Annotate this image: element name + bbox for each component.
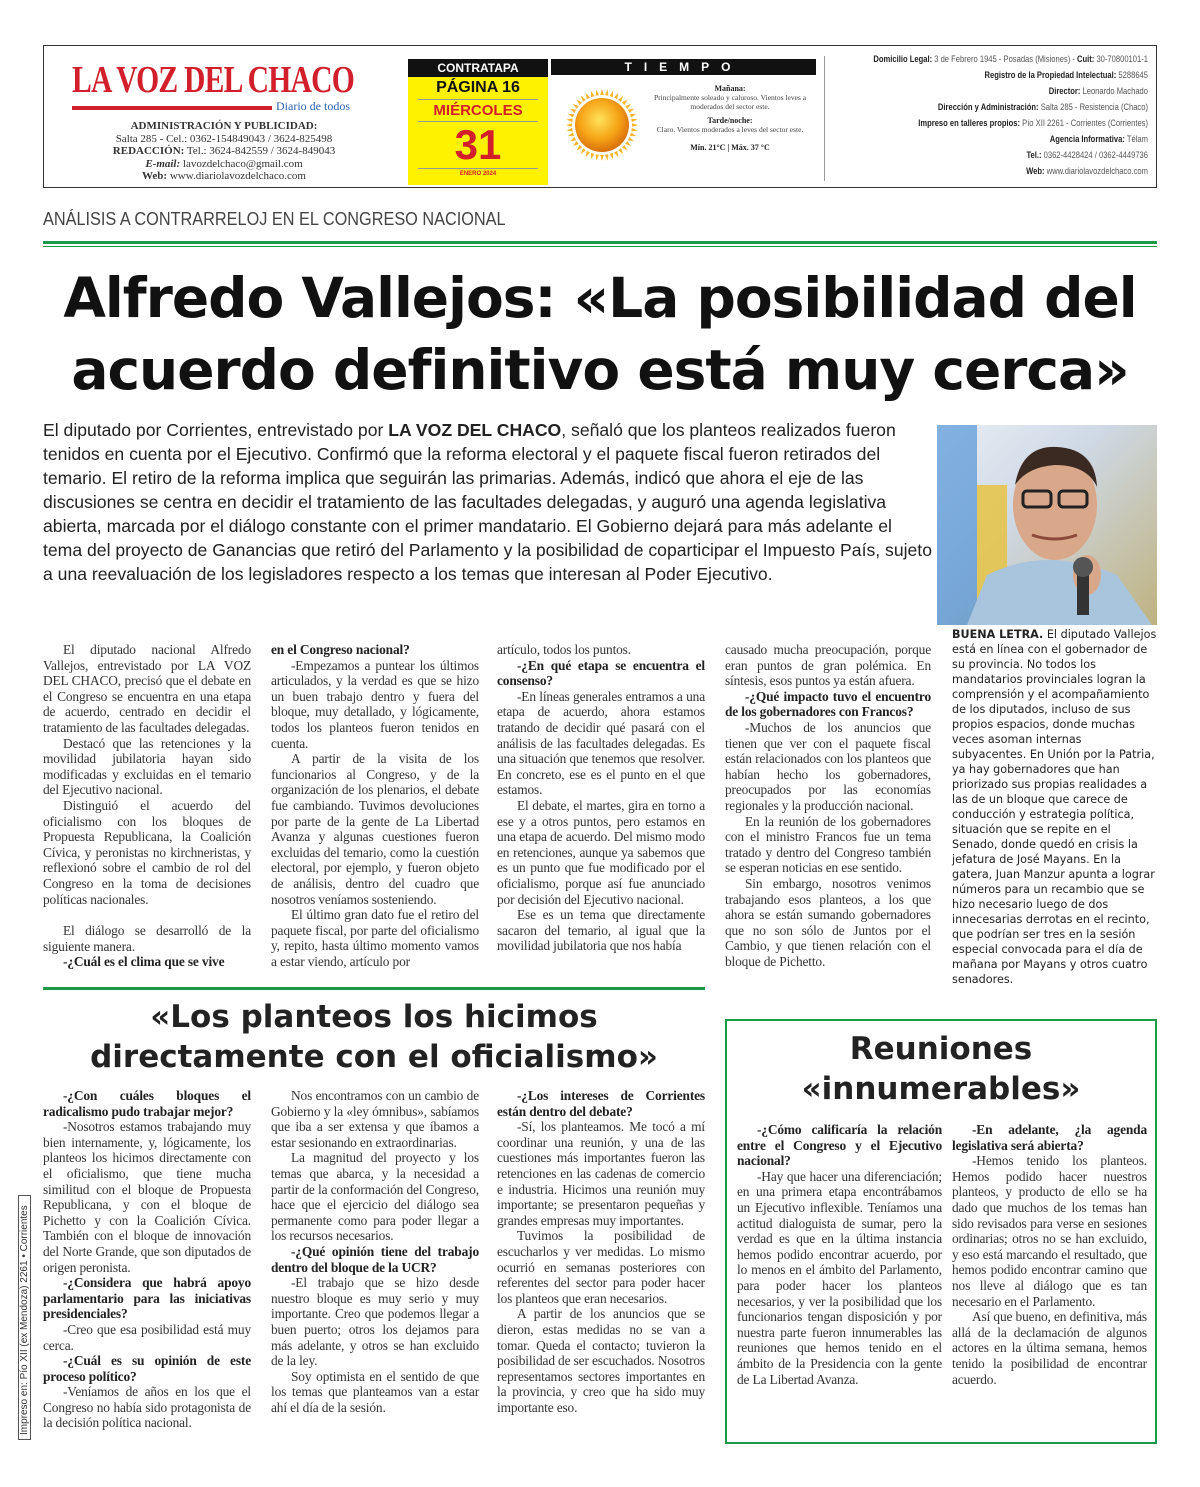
- paragraph: -Sí, los planteamos. Me tocó a mí coordinar una reunión, y una de las cuestiones más importantes fueron las retenciones en las cadenas de comercio e industria. Hicimos una reunión muy importante; se presentaron pequeñas y grandes empresas muy importantes.: [497, 1119, 705, 1228]
- sun-ray: [618, 96, 623, 102]
- legal-line: [820, 132, 1148, 148]
- legal-info: [820, 52, 1148, 180]
- sun-ray: [605, 154, 609, 160]
- month-year: ENERO 2024: [418, 168, 538, 177]
- interview-question: -¿Con cuáles bloques el radicalismo pudo trabajar mejor?: [43, 1088, 251, 1119]
- sun-ray: [566, 123, 572, 127]
- legal-value: Leonardo Machado: [1082, 86, 1148, 97]
- legal-value: Pío XII 2261 - Corrientes (Corrientes): [1022, 118, 1148, 129]
- lead-paragraph: [43, 418, 933, 586]
- sun-ray: [614, 93, 618, 99]
- headline-line-1: Alfredo Vallejos: «La posibilidad del: [63, 266, 1137, 330]
- sun-ray: [628, 137, 634, 141]
- sun-ray: [605, 89, 609, 95]
- box-heading: Reuniones «innumerables»: [801, 1031, 1081, 1107]
- legal-label: Impreso en talleres propios:: [918, 118, 1021, 129]
- paragraph: Destacó que las retenciones y la movilidad jubilatoria hayan sido modificadas y excluidas en el temario del Ejecutivo nacional.: [43, 735, 251, 798]
- legal-line: [820, 52, 1148, 68]
- paragraph: El debate, el martes, gira en torno a ese y a otros puntos, pero estamos en una etapa de acuerdo. Del mismo modo en retenciones, aunque ya sabemos que es un punto que fue modificado por el oficialismo, porque así fue anunciado por decisión del Ejecutivo nacional.: [497, 797, 705, 907]
- paragraph: Nos encontramos con un cambio de Gobierno y la «ley ómnibus», sabíamos que iba a ser extensa y que íbamos a estar sesionando en extraordinarias.: [271, 1088, 479, 1150]
- weather-forecast: [651, 79, 809, 152]
- paragraph: El diputado nacional Alfredo Vallejos, entrevistado por LA VOZ DEL CHACO, precisó que el debate en el Congreso se encuentra en una etapa de acuerdo, centrado en decidir el tratamiento de las facultades delegadas.: [43, 642, 251, 735]
- paragraph: Ese es un tema que directamente sacaron del temario, al igual que la movilidad jubilatoria que nos había: [497, 907, 705, 954]
- logo: LA VOZ DEL CHACO: [72, 59, 355, 101]
- web-value: www.diariolavozdelchaco.com: [169, 170, 306, 182]
- article-column: [497, 642, 705, 954]
- legal-value: www.diariolavozdelchaco.com: [1046, 166, 1148, 177]
- legal-label: Tel.:: [1026, 150, 1042, 161]
- morning-text: Principalmente soleado y caluroso. Vientos leves a moderados del sector este.: [653, 93, 807, 111]
- legal-value: Télam: [1126, 134, 1148, 145]
- photo-caption: [952, 627, 1157, 987]
- interview-question: -¿Considera que habrá apoyo parlamentario para las iniciativas presidenciales?: [43, 1275, 251, 1322]
- legal-value: 0362-4428424 / 0362-4449736: [1043, 150, 1148, 161]
- sun-ray: [581, 96, 586, 102]
- interview-question: -¿Cuál es su opinión de este proceso político?: [43, 1353, 251, 1384]
- subheading: «Los planteos los hicimos directamente con el oficialismo»: [90, 999, 658, 1075]
- legal-label: Agencia Informativa:: [1049, 134, 1125, 145]
- legal-value: Salta 285 - Resistencia (Chaco): [1040, 102, 1148, 113]
- sun-ray: [591, 153, 595, 159]
- sun-ray: [570, 109, 576, 113]
- paragraph: -El trabajo que se hizo desde nuestro bloque es muy serio y muy importante. Creo que podemos llegar a buen puerto; otros los dejamos para más adelante, y otros se han excluido de la ley.: [271, 1275, 479, 1369]
- evening-text: Claro. Vientos moderados a leves del sector este.: [656, 125, 804, 134]
- sidebar-box: [725, 1019, 1157, 1444]
- paragraph: artículo, todos los puntos.: [497, 642, 631, 657]
- legal-line: [820, 116, 1148, 132]
- legal-value: 30-70800101-1: [1096, 54, 1148, 65]
- legal-line: [820, 84, 1148, 100]
- page-date-box: [408, 59, 548, 185]
- sun-ray: [566, 128, 572, 132]
- caption-title: BUENA LETRA.: [952, 628, 1044, 641]
- weekday: MIÉRCOLES: [418, 100, 538, 122]
- article-column: [737, 1122, 942, 1387]
- sun-ray: [568, 114, 574, 118]
- sun-ray: [625, 104, 631, 109]
- sun-ray: [573, 141, 579, 146]
- sun-ray: [600, 155, 604, 161]
- temperature-range: Mín. 21°C | Máx. 37 °C: [690, 143, 770, 152]
- article-column: [43, 1088, 251, 1431]
- interview-question: -¿Cómo calificaría la relación entre el Congreso y el Ejecutivo nacional?: [737, 1122, 942, 1169]
- logo-underline: [72, 106, 272, 110]
- sun-ray: [618, 148, 623, 154]
- section-label: CONTRATAPA: [408, 59, 548, 77]
- paragraph: A partir de la visita de los funcionarios al Congreso, y de la organización de los plenarios, el debate fue cambiando. Tuvimos devoluciones por parte de la gente de La Libertad Avanza y algunas cuestiones fueron excluidas del temario, como la cuestión electoral, por ejemplo, y fueron objeto de análisis, dentro del cuadro que nosotros veníamos sosteniendo.: [271, 751, 479, 907]
- interview-question: -¿Qué opinión tiene del trabajo dentro del bloque de la UCR?: [271, 1243, 479, 1275]
- sun-ray: [568, 133, 574, 137]
- paragraph: -Hemos tenido los planteos. Hemos podido hacer nuestros planteos, y producto de ello se ha dado que muchos de los temas han sido revisados para verse en sesiones ordinarias; otros no se han excluido, y eso está marcando el resultado, que hemos podido encontrar camino que nos lleve al diálogo que es tan necesario en el Parlamento.: [952, 1153, 1147, 1309]
- legal-line: [820, 148, 1148, 164]
- sun-ray: [622, 100, 628, 106]
- sun-ray: [586, 151, 590, 157]
- article-column: [43, 642, 251, 970]
- sun-ray: [570, 137, 576, 141]
- caption-text: El diputado Vallejos está en línea con el gobernador de su provincia. No todos los mandatarios provinciales logran la comprensión y el acompañamiento de los diputados, incluso de sus propios espacios, donde muchas veces asoman internas subyacentes. En Unión por la Patria, ya hay gobernadores que han priorizado sus propias realidades a las de un bloque que carece de conducción y estrategia política, situación que se repite en el Senado, donde quedó en crisis la jefatura de José Mayans. En la gatera, Juan Manzur apunta a lograr números para un recambio que se hizo necesario luego de dos innecesarias derrotas en el recinto, que podrían ser tres en la sesión especial convocada para el día de mañana por Mayans y otros cuatro senadores.: [952, 628, 1157, 986]
- evening-label: Tarde/noche:: [707, 116, 753, 125]
- sun-ray: [596, 89, 600, 95]
- lead-text: El diputado por Corrientes, entrevistado por: [43, 420, 389, 440]
- sun-ray: [622, 145, 628, 151]
- interview-question: -¿Cuál es el clima que se vive: [63, 954, 225, 970]
- email-value: lavozdelchaco@gmail.com: [182, 157, 303, 170]
- legal-label: Cuit:: [1077, 54, 1095, 65]
- paragraph: -Muchos de los anuncios que tienen que ver con el paquete fiscal están relacionados con los planteos que habían hecho los gobernadores, preocupados por las economías regionales y la producción nacional.: [725, 719, 931, 813]
- tagline: Diario de todos: [276, 99, 350, 113]
- interview-question: -¿En qué etapa se encuentra el consenso?: [497, 657, 705, 689]
- interview-question: -¿Qué impacto tuvo el encuentro de los gobernadores con Francos?: [725, 688, 931, 720]
- sun-ray: [632, 123, 638, 127]
- sun-ray: [591, 91, 595, 97]
- paragraph: -Veníamos de años en los que el Congreso no había sido protagonista de la decisión política nacional.: [43, 1384, 251, 1431]
- legal-value: 3 de Febrero 1945 - Posadas (Misiones) -: [934, 54, 1075, 65]
- paragraph: -Empezamos a puntear los últimos articulados, y la verdad es que se hizo un buen trabajo dentro y fuera del bloque, muy detallado, y lógicamente, todos los planteos fueron tenidos en cuenta.: [271, 657, 479, 751]
- print-note: [18, 1195, 36, 1440]
- sun-ray: [600, 89, 604, 95]
- photo-alfredo-vallejos: [937, 425, 1157, 625]
- paragraph: -Nosotros estamos trabajando muy bien internamente, y, lógicamente, los planteos los hicimos directamente con el oficialismo, que tiene mucha similitud con el bloque de Propuesta Republicana, y con el bloque de Pichetto y con la Coalición Cívica. También con el bloque de innovación del Norte Grande, que son diputados de origen peronista.: [43, 1119, 251, 1275]
- legal-value: 5288645: [1118, 70, 1148, 81]
- legal-label: Registro de la Propiedad Intelectual:: [984, 70, 1117, 81]
- sun-ray: [625, 141, 631, 146]
- legal-line: [820, 100, 1148, 116]
- article-column: [271, 642, 479, 969]
- legal-label: Web:: [1026, 166, 1045, 177]
- sun-ray: [586, 93, 590, 99]
- legal-line: [820, 164, 1148, 180]
- legal-label: Director:: [1048, 86, 1081, 97]
- legal-label: Dirección y Administración:: [937, 102, 1039, 113]
- print-note-text: Impreso en: Pío XII (ex Mendoza) 2261 • Corrientes: [18, 1195, 31, 1440]
- lead-newspaper-name: LA VOZ DEL CHACO: [388, 420, 562, 440]
- legal-line: [820, 68, 1148, 84]
- paragraph: Soy optimista en el sentido de que los temas que planteamos van a estar ahí el día de la sesión.: [271, 1368, 479, 1415]
- paragraph: -En líneas generales entramos a una etapa de acuerdo, ahora estamos tratando de decidir qué pasará con el análisis de las facultades delegadas. Es una situación que tenemos que resolver. En concreto, ese es el punto en el que estamos.: [497, 688, 705, 798]
- sun-ray: [596, 154, 600, 160]
- headline-line-2: acuerdo definitivo está muy cerca»: [71, 338, 1129, 402]
- legal-label: Domicilio Legal:: [873, 54, 933, 65]
- paragraph: causado mucha preocupación, porque eran puntos de gran polémica. En síntesis, esos puntos ya están afuera.: [725, 642, 931, 689]
- paragraph: En la reunión de los gobernadores con el ministro Francos fue un tema tratado y dentro del Congreso también se esperan noticias en ese sentido.: [725, 813, 931, 876]
- article-column: [497, 1088, 705, 1415]
- paragraph: A partir de los anuncios que se dieron, estas medidas no se van a tomar. Queda el contacto; tuvieron la posibilidad de ser escuchados. Nosotros representamos sectores importantes en la provincia, y creo que ha sido muy importante eso.: [497, 1306, 705, 1415]
- interview-question: -¿Los intereses de Corrientes están dentro del debate?: [497, 1088, 705, 1119]
- paragraph: Distinguió el acuerdo del oficialismo con los bloques de Propuesta Republicana, la Coalición Cívica, y peronistas no kirchneristas, y reflexionó sobre el cambio de rol del Congreso en la toma de decisiones políticas nacionales.: [43, 797, 251, 907]
- paragraph: El último gran dato fue el retiro del paquete fiscal, por parte del oficialismo y, repito, hasta último momento vamos a estar viendo, artículo por: [271, 907, 479, 969]
- day-number: 31: [454, 121, 502, 168]
- divider: [43, 987, 705, 990]
- paragraph: La magnitud del proyecto y los temas que abarca, y la necesidad a partir de la conformación del Congreso, hace que el ejercicio del diálogo sea permanente como para poder llegar a los recursos necesarios.: [271, 1150, 479, 1244]
- sun-ray: [631, 128, 637, 132]
- admin-title: ADMINISTRACIÓN Y PUBLICIDAD:: [130, 120, 318, 132]
- article-column: [725, 642, 931, 969]
- sun-ray: [610, 153, 614, 159]
- paragraph: El diálogo se desarrolló de la siguiente manera.: [43, 923, 251, 954]
- interview-question: en el Congreso nacional?: [271, 642, 410, 657]
- sun-ray: [573, 104, 579, 109]
- kicker: ANÁLISIS A CONTRARRELOJ EN EL CONGRESO NACIONAL: [43, 208, 506, 229]
- admin-info: [64, 120, 384, 183]
- sun-ray: [631, 119, 637, 123]
- sun-ray: [614, 151, 618, 157]
- divider: [43, 241, 1157, 244]
- redaccion-value: Tel.: 3624-842559 / 3624-849043: [186, 145, 336, 157]
- interview-question: -En adelante, ¿la agenda legislativa será abierta?: [952, 1122, 1147, 1153]
- divider: [43, 246, 1157, 247]
- paragraph: Tuvimos la posibilidad de escucharlos y ver medidas. Lo mismo ocurrió en semanas posteriores con referentes del sector para poder hacer los planteos que eran necesarios.: [497, 1228, 705, 1306]
- paragraph: -Hay que hacer una diferenciación; en una primera etapa encontrábamos un Ejecutivo inflexible. Teníamos una actitud dialoguista de sumar, pero la verdad es que en la última instancia hemos podido encontrar acuerdo, por lo menos en el ámbito del Parlamento, para poder hacer los planteos necesarios, y ver la posibilidad que los funcionarios tengan disposición y por nuestra parte fueron innumerables las reuniones que hemos tenido en el ámbito de la Presidencia con la gente de La Libertad Avanza.: [737, 1168, 942, 1387]
- headline: [43, 262, 1157, 406]
- paragraph: Así que bueno, en definitiva, más allá de la declamación de algunos actores en la última semana, hemos tenido la posibilidad de encontrar acuerdo.: [952, 1309, 1147, 1387]
- weather-title: TIEMPO: [551, 59, 816, 75]
- web-label: Web:: [142, 170, 168, 182]
- email-label: E-mail:: [145, 157, 181, 170]
- sun-ray: [610, 91, 614, 97]
- sun-ray: [628, 109, 634, 113]
- article-column: [271, 1088, 479, 1415]
- page-number: PÁGINA 16: [418, 77, 538, 100]
- sun-ray: [577, 100, 583, 106]
- admin-line: Salta 285 - Cel.: 0362-154849043 / 3624-825498: [115, 132, 333, 145]
- lead-text: , señaló que los planteos realizados fueron tenidos en cuenta por el Ejecutivo. Confirmó que la reforma electoral y el paquete fiscal fueron retirados del temario. El retiro de la reforma implica que seguirán las primarias. Además, indicó que ahora el eje de las discusiones se centra en decidir el tratamiento de las facultades delegadas, y auguró una agenda legislativa abierta, marcada por el diálogo constante con el primer mandatario. El Gobierno dejará para más adelante el tema del proyecto de Ganancias que retiró del Parlamento y la posibilidad de coparticipar el Impuesto País, sujeto a una reevaluación de los legisladores respecto a los temas que interesan al Poder Ejecutivo.: [43, 420, 932, 584]
- masthead: [43, 45, 1157, 188]
- paragraph: -Creo que esa posibilidad está muy cerca.: [43, 1321, 251, 1353]
- sun-ray: [577, 145, 583, 151]
- sun-icon: [566, 89, 638, 161]
- morning-label: Mañana:: [714, 84, 746, 93]
- redaccion-label: REDACCIÓN:: [112, 145, 185, 157]
- weather-box: [551, 59, 816, 185]
- paragraph: Sin embargo, nosotros venimos trabajando esos planteos, a los que ahora se están sumando gobernadores que no son sólo de Juntos por el Cambio, y que tienen relación con el bloque de Pichetto.: [725, 875, 931, 969]
- sun-ray: [630, 114, 636, 118]
- article-column: [952, 1122, 1147, 1387]
- sun-ray: [630, 133, 636, 137]
- sun-ray: [566, 119, 572, 123]
- sun-ray: [581, 148, 586, 154]
